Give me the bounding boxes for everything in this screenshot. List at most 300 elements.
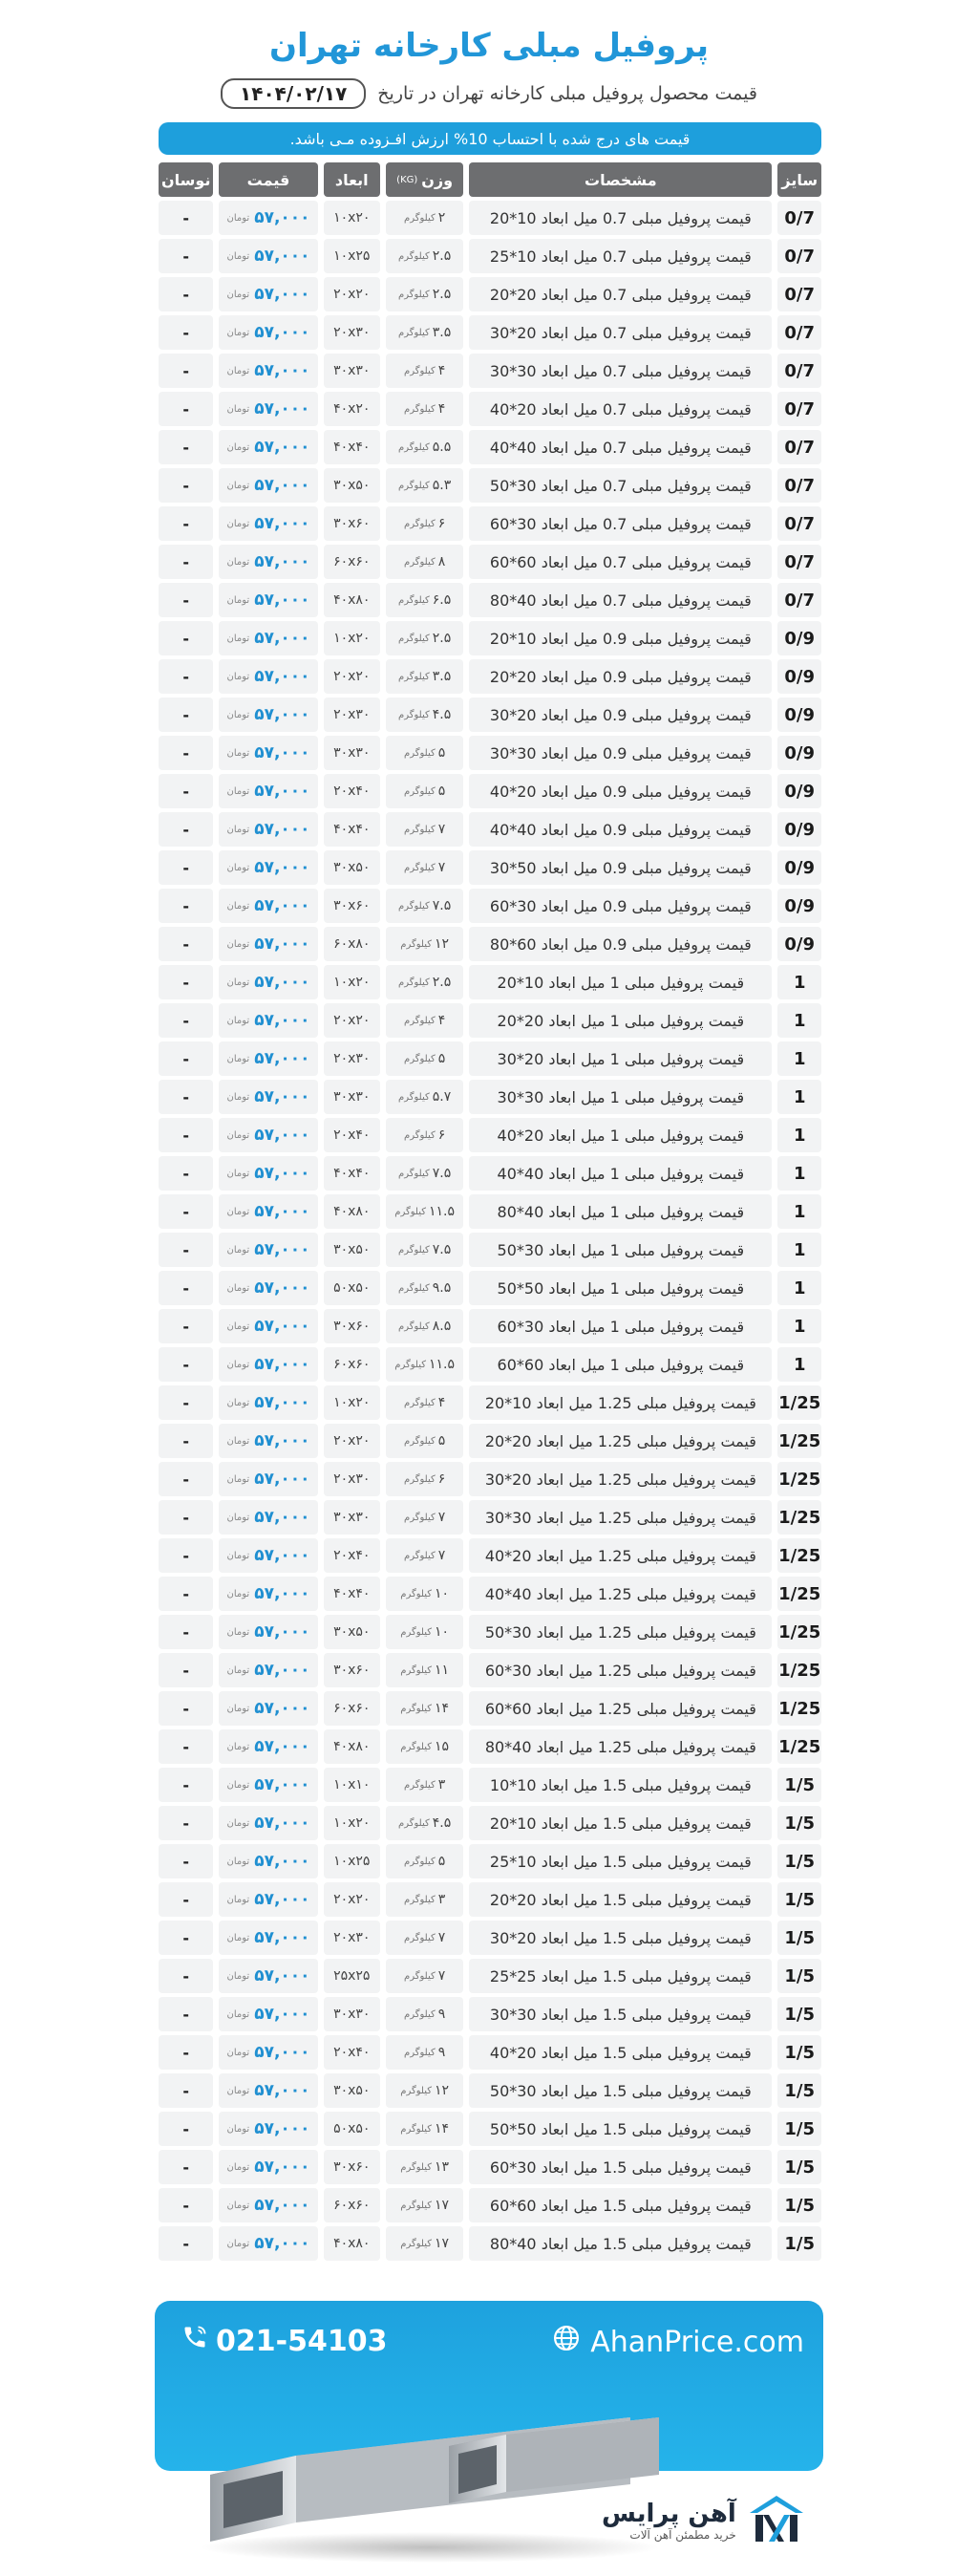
- cell-price: [219, 1844, 317, 1878]
- price-currency: تومان: [226, 977, 250, 988]
- cell-oscillation: -: [159, 1653, 213, 1687]
- cell-dims: ۴۰x۴۰: [324, 1577, 380, 1611]
- cell-size: 0/7: [777, 506, 821, 541]
- cell-spec: قیمت پروفیل مبلی 0.9 میل ابعاد 20*30: [469, 698, 772, 732]
- cell-oscillation: -: [159, 812, 213, 847]
- cell-oscillation: -: [159, 1844, 213, 1878]
- cell-spec: قیمت پروفیل مبلی 1.25 میل ابعاد 20*30: [469, 1462, 772, 1496]
- cell-dims: ۴۰x۸۰: [324, 1729, 380, 1764]
- table-row: [159, 1194, 821, 1229]
- cell-dims: ۴۰x۴۰: [324, 1156, 380, 1191]
- price-value: ۵۷,۰۰۰: [254, 1317, 310, 1336]
- cell-spec: قیمت پروفیل مبلی 1.5 میل ابعاد 25*25: [469, 1959, 772, 1993]
- cell-size: 1: [777, 1233, 821, 1267]
- cell-oscillation: -: [159, 1156, 213, 1191]
- cell-size: 1/25: [777, 1538, 821, 1573]
- cell-dims: ۲۰x۴۰: [324, 1538, 380, 1573]
- weight-value: ۷.۵: [432, 1166, 452, 1181]
- brand-name: آهن پرایس: [602, 2500, 736, 2528]
- cell-oscillation: -: [159, 1806, 213, 1840]
- table-row: [159, 965, 821, 999]
- cell-oscillation: -: [159, 659, 213, 694]
- cell-dims: ۳۰x۳۰: [324, 736, 380, 770]
- cell-weight: [386, 812, 463, 847]
- price-currency: تومان: [226, 1397, 250, 1408]
- weight-unit: کیلوگرم: [398, 1168, 430, 1179]
- cell-dims: ۴۰x۴۰: [324, 430, 380, 464]
- price-value: ۵۷,۰۰۰: [254, 1087, 310, 1106]
- cell-dims: ۱۰x۱۰: [324, 1768, 380, 1802]
- brand-logo-icon: [746, 2492, 807, 2549]
- price-value: ۵۷,۰۰۰: [254, 667, 310, 686]
- cell-weight: [386, 1309, 463, 1343]
- weight-unit: کیلوگرم: [404, 365, 436, 376]
- weight-unit: کیلوگرم: [404, 1894, 436, 1905]
- table-row: [159, 1233, 821, 1267]
- cell-price: [219, 1768, 317, 1802]
- table-row: [159, 927, 821, 961]
- cell-price: [219, 1118, 317, 1152]
- cell-size: 0/9: [777, 774, 821, 808]
- price-currency: تومان: [226, 403, 250, 415]
- cell-weight: [386, 1118, 463, 1152]
- cell-price: [219, 1003, 317, 1038]
- cell-price: [219, 1385, 317, 1420]
- price-value: ۵۷,۰۰۰: [254, 323, 310, 342]
- price-currency: تومان: [226, 709, 250, 720]
- cell-price: [219, 2035, 317, 2070]
- cell-size: 0/7: [777, 392, 821, 426]
- cell-weight: [386, 1156, 463, 1191]
- price-value: ۵۷,۰۰۰: [254, 1278, 310, 1298]
- table-row: [159, 698, 821, 732]
- cell-price: [219, 1653, 317, 1687]
- header-weight: [386, 162, 463, 197]
- price-value: ۵۷,۰۰۰: [254, 1852, 310, 1871]
- cell-oscillation: -: [159, 889, 213, 923]
- table-row: [159, 1653, 821, 1687]
- cell-spec: قیمت پروفیل مبلی 1.25 میل ابعاد 40*40: [469, 1577, 772, 1611]
- cell-spec: قیمت پروفیل مبلی 1.5 میل ابعاد 20*40: [469, 2035, 772, 2070]
- cell-dims: ۳۰x۶۰: [324, 2150, 380, 2184]
- weight-value: ۹.۵: [432, 1280, 452, 1296]
- weight-value: ۱۱.۵: [429, 1357, 456, 1372]
- cell-size: 1/25: [777, 1691, 821, 1726]
- weight-unit: کیلوگرم: [404, 824, 436, 835]
- cell-weight: [386, 927, 463, 961]
- cell-size: 1/5: [777, 1768, 821, 1802]
- weight-value: ۱۳: [434, 2159, 450, 2175]
- price-value: ۵۷,۰۰۰: [254, 438, 310, 457]
- weight-value: ۵: [437, 1854, 446, 1869]
- table-row: [159, 583, 821, 617]
- weight-value: ۵.۵: [432, 440, 452, 455]
- weight-unit: کیلوگرم: [398, 289, 430, 300]
- weight-value: ۶.۵: [432, 592, 452, 608]
- cell-weight: [386, 468, 463, 503]
- price-currency: تومان: [226, 212, 250, 224]
- weight-unit: کیلوگرم: [400, 938, 432, 950]
- table-row: [159, 812, 821, 847]
- cell-price: [219, 277, 317, 311]
- cell-dims: ۱۰x۲۵: [324, 1844, 380, 1878]
- cell-size: 0/7: [777, 315, 821, 350]
- table-body: [159, 201, 821, 2261]
- cell-size: 0/9: [777, 850, 821, 885]
- cell-dims: ۲۰x۳۰: [324, 1921, 380, 1955]
- weight-value: ۷.۵: [432, 898, 452, 913]
- weight-value: ۶: [437, 1127, 446, 1143]
- cell-dims: ۲۰x۴۰: [324, 774, 380, 808]
- price-value: ۵۷,۰۰۰: [254, 782, 310, 801]
- cell-oscillation: -: [159, 1768, 213, 1802]
- cell-spec: قیمت پروفیل مبلی 0.9 میل ابعاد 30*60: [469, 889, 772, 923]
- cell-spec: قیمت پروفیل مبلی 1.5 میل ابعاد 30*60: [469, 2150, 772, 2184]
- weight-value: ۶: [437, 516, 446, 531]
- weight-unit: کیلوگرم: [404, 862, 436, 873]
- cell-size: 0/7: [777, 239, 821, 273]
- weight-value: ۵.۳: [432, 478, 452, 493]
- price-value: ۵۷,۰۰۰: [254, 1470, 310, 1489]
- cell-oscillation: -: [159, 927, 213, 961]
- table-row: [159, 1806, 821, 1840]
- cell-spec: قیمت پروفیل مبلی 0.7 میل ابعاد 30*50: [469, 468, 772, 503]
- header-weight-label: وزن: [421, 170, 454, 189]
- cell-dims: ۳۰x۵۰: [324, 1615, 380, 1649]
- cell-spec: قیمت پروفیل مبلی 0.7 میل ابعاد 40*40: [469, 430, 772, 464]
- cell-weight: [386, 2188, 463, 2222]
- cell-oscillation: -: [159, 2226, 213, 2261]
- cell-spec: قیمت پروفیل مبلی 1 میل ابعاد 60*60: [469, 1347, 772, 1382]
- cell-oscillation: -: [159, 1462, 213, 1496]
- cell-spec: قیمت پروفیل مبلی 0.7 میل ابعاد 40*80: [469, 583, 772, 617]
- cell-price: [219, 1806, 317, 1840]
- cell-price: [219, 315, 317, 350]
- vat-notice: قیمت های درج شده با احتساب 10% ارزش افـزوده مـی باشد.: [159, 122, 821, 155]
- weight-value: ۵.۷: [432, 1089, 452, 1105]
- price-value: ۵۷,۰۰۰: [254, 2119, 310, 2138]
- phone-contact[interactable]: [181, 2324, 387, 2358]
- weight-value: ۴: [437, 363, 446, 378]
- cell-price: [219, 354, 317, 388]
- cell-size: 1: [777, 965, 821, 999]
- table-row: [159, 1729, 821, 1764]
- cell-price: [219, 736, 317, 770]
- table-row: [159, 545, 821, 579]
- weight-value: ۸: [437, 554, 446, 569]
- cell-size: 1: [777, 1118, 821, 1152]
- cell-size: 1: [777, 1309, 821, 1343]
- cell-dims: ۳۰x۳۰: [324, 354, 380, 388]
- cell-size: 0/9: [777, 927, 821, 961]
- price-value: ۵۷,۰۰۰: [254, 1049, 310, 1068]
- cell-price: [219, 1156, 317, 1191]
- page-subtitle: قیمت محصول پروفیل مبلی کارخانه تهران در تاریخ: [377, 83, 757, 104]
- weight-value: ۸.۵: [432, 1319, 452, 1334]
- table-row: [159, 1080, 821, 1114]
- weight-value: ۲: [437, 210, 446, 225]
- price-value: ۵۷,۰۰۰: [254, 1164, 310, 1183]
- price-value: ۵۷,۰۰۰: [254, 552, 310, 571]
- cell-oscillation: -: [159, 545, 213, 579]
- price-value: ۵۷,۰۰۰: [254, 1202, 310, 1221]
- website-link[interactable]: [552, 2324, 804, 2360]
- weight-unit: کیلوگرم: [398, 441, 430, 453]
- price-currency: تومان: [226, 2161, 250, 2173]
- cell-weight: [386, 1041, 463, 1076]
- cell-price: [219, 621, 317, 655]
- cell-oscillation: -: [159, 1003, 213, 1038]
- cell-weight: [386, 850, 463, 885]
- cell-size: 0/9: [777, 621, 821, 655]
- weight-value: ۲.۵: [432, 975, 452, 990]
- price-value: ۵۷,۰۰۰: [254, 705, 310, 724]
- price-value: ۵۷,۰۰۰: [254, 2196, 310, 2215]
- table-row: [159, 2188, 821, 2222]
- cell-spec: قیمت پروفیل مبلی 1.5 میل ابعاد 20*30: [469, 1921, 772, 1955]
- weight-value: ۴.۵: [432, 707, 452, 722]
- cell-spec: قیمت پروفیل مبلی 0.9 میل ابعاد 20*20: [469, 659, 772, 694]
- cell-size: 1/5: [777, 1882, 821, 1917]
- table-row: [159, 1768, 821, 1802]
- cell-oscillation: -: [159, 239, 213, 273]
- price-value: ۵۷,۰۰۰: [254, 1814, 310, 1833]
- weight-unit: کیلوگرم: [404, 212, 436, 224]
- table-row: [159, 1271, 821, 1305]
- header-price: قیمت: [219, 162, 317, 197]
- weight-unit: کیلوگرم: [400, 2200, 432, 2211]
- price-value: ۵۷,۰۰۰: [254, 858, 310, 877]
- cell-weight: [386, 2226, 463, 2261]
- cell-size: 0/7: [777, 354, 821, 388]
- cell-dims: ۲۰x۲۰: [324, 1882, 380, 1917]
- cell-size: 0/7: [777, 468, 821, 503]
- cell-oscillation: -: [159, 583, 213, 617]
- price-currency: تومان: [226, 327, 250, 338]
- table-row: [159, 1538, 821, 1573]
- cell-price: [219, 1424, 317, 1458]
- price-value: ۵۷,۰۰۰: [254, 514, 310, 533]
- cell-spec: قیمت پروفیل مبلی 1.5 میل ابعاد 10*20: [469, 1806, 772, 1840]
- cell-price: [219, 1997, 317, 2031]
- weight-value: ۱۲: [434, 936, 450, 952]
- weight-unit: کیلوگرم: [404, 1932, 436, 1943]
- cell-oscillation: -: [159, 1615, 213, 1649]
- cell-oscillation: -: [159, 2112, 213, 2146]
- cell-spec: قیمت پروفیل مبلی 0.9 میل ابعاد 60*80: [469, 927, 772, 961]
- cell-dims: ۳۰x۶۰: [324, 889, 380, 923]
- weight-value: ۴: [437, 1395, 446, 1410]
- cell-oscillation: -: [159, 774, 213, 808]
- cell-oscillation: -: [159, 277, 213, 311]
- cell-price: [219, 1347, 317, 1382]
- cell-price: [219, 889, 317, 923]
- weight-value: ۱۲: [434, 2083, 450, 2098]
- weight-value: ۳: [437, 1777, 446, 1792]
- price-value: ۵۷,۰۰۰: [254, 399, 310, 419]
- price-currency: تومان: [226, 1779, 250, 1791]
- table-row: [159, 2035, 821, 2070]
- price-currency: تومان: [226, 785, 250, 797]
- cell-price: [219, 850, 317, 885]
- price-value: ۵۷,۰۰۰: [254, 820, 310, 839]
- table-row: [159, 1615, 821, 1649]
- cell-weight: [386, 1080, 463, 1114]
- weight-unit: کیلوگرم: [398, 1244, 430, 1256]
- cell-price: [219, 392, 317, 426]
- cell-weight: [386, 965, 463, 999]
- weight-unit: کیلوگرم: [404, 1129, 436, 1141]
- cell-dims: ۳۰x۶۰: [324, 1653, 380, 1687]
- weight-unit: کیلوگرم: [404, 1473, 436, 1485]
- cell-oscillation: -: [159, 736, 213, 770]
- subtitle-row: [0, 78, 978, 109]
- table-row: [159, 1882, 821, 1917]
- weight-unit: کیلوگرم: [400, 1664, 432, 1676]
- cell-spec: قیمت پروفیل مبلی 1.25 میل ابعاد 30*30: [469, 1500, 772, 1535]
- weight-value: ۵: [437, 784, 446, 799]
- cell-size: 1/5: [777, 2188, 821, 2222]
- table-row: [159, 850, 821, 885]
- price-currency: تومان: [226, 1626, 250, 1638]
- cell-price: [219, 1041, 317, 1076]
- weight-unit: کیلوگرم: [398, 1282, 430, 1294]
- cell-dims: ۱۰x۲۰: [324, 1806, 380, 1840]
- cell-spec: قیمت پروفیل مبلی 0.9 میل ابعاد 30*30: [469, 736, 772, 770]
- price-value: ۵۷,۰۰۰: [254, 1546, 310, 1565]
- cell-oscillation: -: [159, 392, 213, 426]
- weight-value: ۱۷: [434, 2236, 450, 2251]
- cell-spec: قیمت پروفیل مبلی 1.25 میل ابعاد 60*60: [469, 1691, 772, 1726]
- cell-oscillation: -: [159, 468, 213, 503]
- cell-size: 1: [777, 1156, 821, 1191]
- cell-spec: قیمت پروفیل مبلی 0.9 میل ابعاد 10*20: [469, 621, 772, 655]
- cell-size: 1/5: [777, 2035, 821, 2070]
- cell-dims: ۲۰x۳۰: [324, 315, 380, 350]
- cell-price: [219, 1615, 317, 1649]
- cell-price: [219, 545, 317, 579]
- cell-price: [219, 1271, 317, 1305]
- cell-weight: [386, 2150, 463, 2184]
- price-currency: تومان: [226, 824, 250, 835]
- cell-weight: [386, 2112, 463, 2146]
- weight-unit: کیلوگرم: [404, 1435, 436, 1447]
- cell-spec: قیمت پروفیل مبلی 1.5 میل ابعاد 30*50: [469, 2073, 772, 2108]
- price-value: ۵۷,۰۰۰: [254, 208, 310, 227]
- table-row: [159, 1385, 821, 1420]
- cell-dims: ۲۰x۴۰: [324, 1118, 380, 1152]
- price-value: ۵۷,۰۰۰: [254, 1622, 310, 1642]
- cell-oscillation: -: [159, 2150, 213, 2184]
- weight-value: ۴: [437, 401, 446, 417]
- price-currency: تومان: [226, 1550, 250, 1561]
- cell-size: 1: [777, 1347, 821, 1382]
- weight-value: ۷: [437, 1548, 446, 1563]
- cell-weight: [386, 1691, 463, 1726]
- weight-unit: کیلوگرم: [404, 747, 436, 759]
- cell-size: 1/25: [777, 1424, 821, 1458]
- price-value: ۵۷,۰۰۰: [254, 1393, 310, 1412]
- cell-spec: قیمت پروفیل مبلی 1.25 میل ابعاد 20*40: [469, 1538, 772, 1573]
- price-currency: تومان: [226, 1282, 250, 1294]
- cell-size: 1/5: [777, 2150, 821, 2184]
- cell-spec: قیمت پروفیل مبلی 0.7 میل ابعاد 30*30: [469, 354, 772, 388]
- cell-price: [219, 698, 317, 732]
- cell-price: [219, 430, 317, 464]
- cell-size: 0/9: [777, 889, 821, 923]
- cell-size: 1: [777, 1194, 821, 1229]
- price-table: [159, 162, 821, 2265]
- cell-size: 1/5: [777, 1921, 821, 1955]
- price-value: ۵۷,۰۰۰: [254, 1011, 310, 1030]
- price-value: ۵۷,۰۰۰: [254, 1737, 310, 1756]
- cell-oscillation: -: [159, 1347, 213, 1382]
- cell-size: 1/5: [777, 2073, 821, 2108]
- weight-unit: کیلوگرم: [400, 1741, 432, 1752]
- brand-tagline: خرید مطمئن آهن آلات: [629, 2528, 736, 2542]
- cell-weight: [386, 1729, 463, 1764]
- cell-spec: قیمت پروفیل مبلی 0.7 میل ابعاد 30*60: [469, 506, 772, 541]
- table-row: [159, 1041, 821, 1076]
- cell-spec: قیمت پروفیل مبلی 1.5 میل ابعاد 30*30: [469, 1997, 772, 2031]
- cell-size: 1/25: [777, 1385, 821, 1420]
- weight-value: ۷: [437, 1968, 446, 1984]
- cell-price: [219, 2188, 317, 2222]
- price-currency: تومان: [226, 633, 250, 644]
- cell-price: [219, 1691, 317, 1726]
- price-currency: تومان: [226, 1741, 250, 1752]
- cell-dims: ۲۰x۳۰: [324, 1041, 380, 1076]
- cell-spec: قیمت پروفیل مبلی 0.7 میل ابعاد 60*60: [469, 545, 772, 579]
- table-row: [159, 1997, 821, 2031]
- weight-unit: کیلوگرم: [404, 1550, 436, 1561]
- price-value: ۵۷,۰۰۰: [254, 1431, 310, 1450]
- cell-spec: قیمت پروفیل مبلی 1 میل ابعاد 30*60: [469, 1309, 772, 1343]
- cell-weight: [386, 2035, 463, 2070]
- price-value: ۵۷,۰۰۰: [254, 1355, 310, 1374]
- weight-value: ۶: [437, 1471, 446, 1487]
- weight-value: ۷: [437, 860, 446, 875]
- cell-dims: ۱۰x۲۰: [324, 201, 380, 235]
- cell-size: 0/7: [777, 545, 821, 579]
- weight-unit: کیلوگرم: [398, 709, 430, 720]
- cell-price: [219, 774, 317, 808]
- cell-spec: قیمت پروفیل مبلی 1.5 میل ابعاد 40*80: [469, 2226, 772, 2261]
- weight-unit: کیلوگرم: [404, 1856, 436, 1867]
- price-currency: تومان: [226, 1932, 250, 1943]
- price-value: ۵۷,۰۰۰: [254, 743, 310, 762]
- table-row: [159, 621, 821, 655]
- price-currency: تومان: [226, 1320, 250, 1332]
- table-row: [159, 2150, 821, 2184]
- weight-value: ۵: [437, 1051, 446, 1066]
- weight-unit: کیلوگرم: [400, 2238, 432, 2249]
- cell-size: 1/25: [777, 1462, 821, 1496]
- weight-unit: کیلوگرم: [398, 671, 430, 682]
- cell-weight: [386, 354, 463, 388]
- price-currency: تومان: [226, 1970, 250, 1982]
- cell-size: 0/7: [777, 583, 821, 617]
- cell-weight: [386, 698, 463, 732]
- cell-size: 1: [777, 1080, 821, 1114]
- cell-oscillation: -: [159, 1194, 213, 1229]
- cell-price: [219, 2226, 317, 2261]
- cell-size: 0/7: [777, 201, 821, 235]
- cell-size: 1: [777, 1041, 821, 1076]
- table-row: [159, 889, 821, 923]
- price-currency: تومان: [226, 518, 250, 529]
- weight-unit: کیلوگرم: [404, 518, 436, 529]
